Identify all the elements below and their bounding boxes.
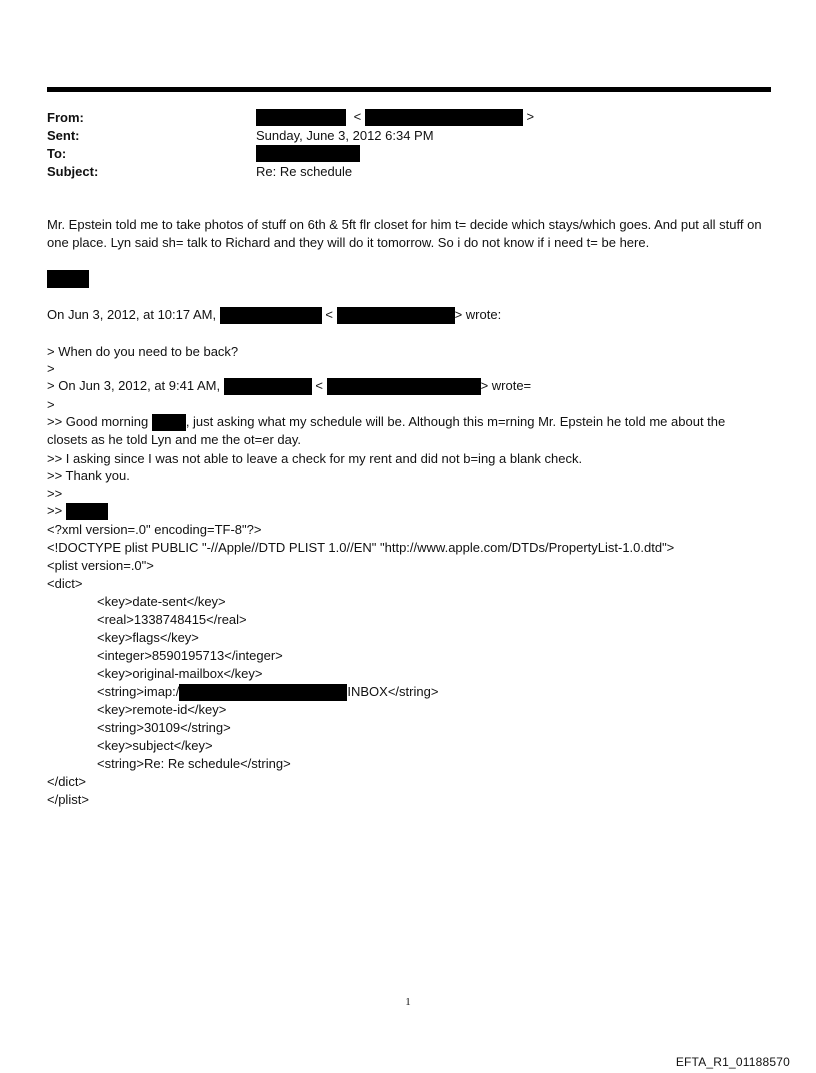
quote-line: >: [47, 361, 55, 376]
plist-line: <string>Re: Re schedule</string>: [97, 756, 291, 771]
plist-line: <real>1338748415</real>: [97, 612, 247, 627]
quote-line: >> Good morning , just asking what my schedule will be. Although this m=rning Mr. Epstein he told me about the: [47, 413, 725, 431]
message-paragraph: Mr. Epstein told me to take photos of stuff on 6th & 5ft flr closet for him t= decide which stays/which goes. And put all stuff on one place. Lyn said sh= talk to Richard and they will do it tomorrow. So i do not know if i need t= be here.: [47, 217, 762, 250]
redaction-block: [66, 503, 108, 520]
plist-line: </dict>: [47, 774, 87, 789]
redaction-block: [337, 307, 455, 324]
plist-line: <dict>: [47, 576, 83, 591]
redaction-block: [179, 684, 347, 701]
plist-line: <string>imap:/ INBOX</string>: [97, 683, 438, 701]
signature-redaction: [47, 269, 89, 288]
plist-line: <key>date-sent</key>: [97, 594, 226, 609]
redaction-block: [220, 307, 322, 324]
to-label: To:: [47, 146, 67, 161]
plist-line: <key>remote-id</key>: [97, 702, 227, 717]
redaction-block: [256, 145, 360, 162]
to-value: [256, 144, 360, 162]
quote-line: closets as he told Lyn and me the ot=er day.: [47, 432, 302, 447]
quote-line: >> Thank you.: [47, 468, 130, 483]
sent-label: Sent:: [47, 128, 80, 143]
quote-line: > When do you need to be back?: [47, 344, 239, 359]
plist-line: <key>flags</key>: [97, 630, 199, 645]
redaction-block: [327, 378, 481, 395]
subject-value: Re: Re schedule: [256, 164, 353, 179]
document-id: EFTA_R1_01188570: [675, 1055, 790, 1069]
plist-line: </plist>: [47, 792, 89, 807]
page-number: 1: [405, 996, 411, 1008]
sent-value: Sunday, June 3, 2012 6:34 PM: [256, 128, 434, 143]
quote-header-2: > On Jun 3, 2012, at 9:41 AM, < > wrote=: [47, 377, 531, 395]
plist-line: <plist version=.0">: [47, 558, 154, 573]
from-label: From:: [47, 110, 84, 125]
redaction-block: [365, 109, 523, 126]
header-rule: [47, 87, 771, 92]
redaction-block: [47, 270, 89, 288]
from-value: < >: [256, 108, 534, 126]
quote-line: >: [47, 397, 55, 412]
plist-line: <?xml version=.0" encoding=TF-8"?>: [47, 522, 262, 537]
redaction-block: [256, 109, 346, 126]
redaction-block: [152, 414, 186, 431]
quote-header-1: On Jun 3, 2012, at 10:17 AM, < > wrote:: [47, 306, 501, 324]
plist-line: <string>30109</string>: [97, 720, 231, 735]
plist-line: <key>original-mailbox</key>: [97, 666, 263, 681]
plist-line: <integer>8590195713</integer>: [97, 648, 283, 663]
redaction-block: [224, 378, 312, 395]
quote-line: >>: [47, 486, 63, 501]
plist-line: <!DOCTYPE plist PUBLIC "-//Apple//DTD PLIST 1.0//EN" "http://www.apple.com/DTDs/PropertyList-1.0.dtd">: [47, 540, 675, 555]
quote-signature: >>: [47, 502, 108, 520]
plist-line: <key>subject</key>: [97, 738, 213, 753]
subject-label: Subject:: [47, 164, 99, 179]
quote-line: >> I asking since I was not able to leave a check for my rent and did not b=ing a blank check.: [47, 451, 583, 466]
